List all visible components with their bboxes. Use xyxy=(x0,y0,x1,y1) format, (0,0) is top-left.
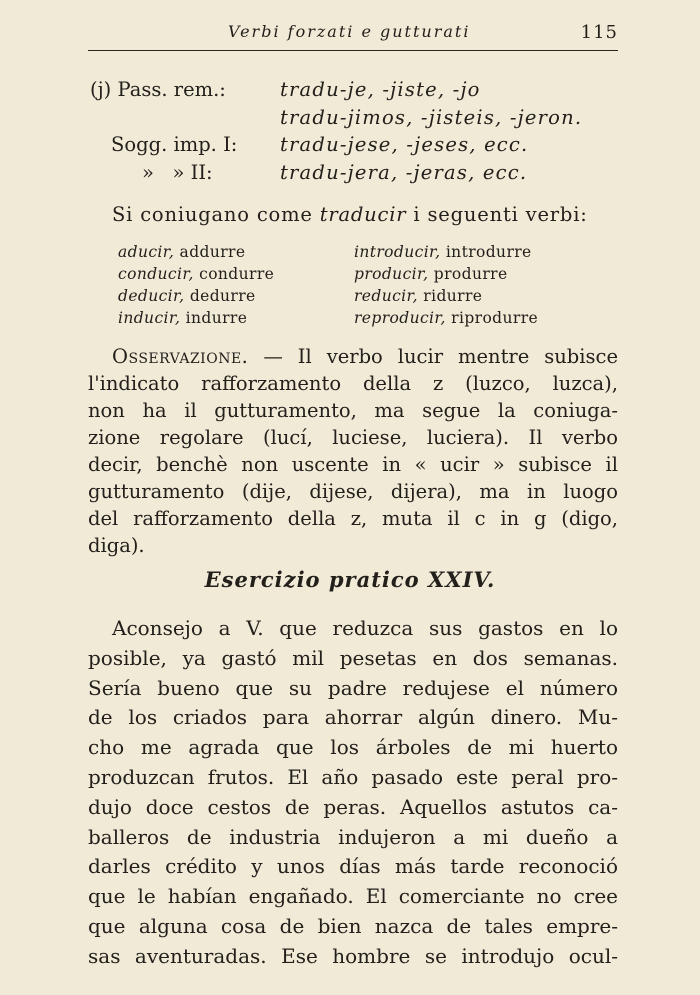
text-line: posible, ya gastó mil pesetas en dos semanas. xyxy=(88,645,618,670)
text-line: Sería bueno que su padre redujese el número xyxy=(88,675,618,700)
verb-column xyxy=(118,241,274,329)
italian-translation: indurre xyxy=(185,309,248,327)
italian-translation: riprodurre xyxy=(451,309,539,327)
verb-entry xyxy=(118,241,274,263)
text-line: l'indicato rafforzamento della z (luzco, luzca), xyxy=(88,372,618,395)
text-line: del rafforzamento della z, muta il c in g (digo, xyxy=(88,507,618,530)
text-line: decir, benchè non uscente in « ucir » subisce il xyxy=(88,453,618,476)
text-line: produzcan frutos. El año pasado este peral pro- xyxy=(88,764,618,789)
verb-entry xyxy=(118,263,274,285)
spanish-verb: deducir, xyxy=(118,287,185,305)
italian-translation: dedurre xyxy=(189,287,256,305)
observation-heading: Osservazione. xyxy=(112,345,249,368)
italian-translation: introdurre xyxy=(445,243,532,261)
intro-verb: traducir xyxy=(319,203,407,226)
spanish-verb: reproducir, xyxy=(354,309,446,327)
text-line: zione regolare (lucí, luciese, luciera). Il verbo xyxy=(88,426,618,449)
verb-entry xyxy=(354,285,538,307)
verb-entry xyxy=(118,285,274,307)
text-line xyxy=(88,343,618,370)
verb-forms: tradu-jimos, -jisteis, -jeron. xyxy=(280,105,583,129)
exercise-title: Esercizio pratico XXIV. xyxy=(204,567,496,592)
italian-translation: ridurre xyxy=(423,287,483,305)
verb-entry xyxy=(118,307,274,329)
page-number: 115 xyxy=(580,22,618,43)
spanish-verb: reducir, xyxy=(354,287,418,305)
verb-column xyxy=(354,241,538,329)
intro-text: i seguenti verbi: xyxy=(406,203,588,226)
verb-list-intro xyxy=(112,203,588,226)
text-line: darles crédito y unos días más tarde reconoció xyxy=(88,854,618,879)
verb-entry xyxy=(354,241,538,263)
text-line: diga). xyxy=(88,534,145,557)
verb-forms: tradu-je, -jiste, -jo xyxy=(280,78,481,101)
verb-forms: tradu-jese, -jeses, ecc. xyxy=(280,133,529,156)
text-line: gutturamento (dije, dijese, dijera), ma in luogo xyxy=(88,480,618,503)
spanish-verb: conducir, xyxy=(118,265,194,283)
spanish-verb: inducir, xyxy=(118,309,181,327)
italian-translation: produrre xyxy=(433,265,508,283)
text-line: non ha il gutturamento, ma segue la coniuga- xyxy=(88,399,618,422)
line-text: — Il verbo lucir mentre subisce xyxy=(263,345,618,368)
verb-entry xyxy=(354,263,538,285)
text-line: de los criados para ahorrar algún dinero. Mu- xyxy=(88,705,618,730)
text-line: sas aventuradas. Ese hombre se introdujo ocul- xyxy=(88,943,618,968)
text-line: Aconsejo a V. que reduzca sus gastos en lo xyxy=(112,616,618,640)
intro-text: Si coniugano come xyxy=(112,203,320,226)
exercise-paragraph xyxy=(88,614,618,972)
text-line: balleros de industria indujeron a mi dueño a xyxy=(88,824,618,849)
observation-paragraph xyxy=(88,343,618,559)
text-line: que alguna cosa de bien nazca de tales empre- xyxy=(88,913,618,938)
page-header xyxy=(88,18,618,51)
tense-label: » » II: xyxy=(142,160,213,184)
italian-translation: addurre xyxy=(179,243,246,261)
text-line: dujo doce cestos de peras. Aquellos astutos ca- xyxy=(88,794,618,819)
tense-label: Sogg. imp. I: xyxy=(111,133,238,156)
running-head: Verbi forzati e gutturati xyxy=(228,22,471,41)
tense-label: (j) Pass. rem.: xyxy=(90,78,226,101)
verb-forms: tradu-jera, -jeras, ecc. xyxy=(280,160,528,184)
spanish-verb: aducir, xyxy=(118,243,175,261)
spanish-verb: introducir, xyxy=(354,243,441,261)
italian-translation: condurre xyxy=(199,265,275,283)
spanish-verb: producir, xyxy=(354,265,429,283)
text-line: cho me agrada que los árboles de mi huerto xyxy=(88,735,618,760)
verb-entry xyxy=(354,307,538,329)
text-line: que le habían engañado. El comerciante no cree xyxy=(88,884,618,909)
